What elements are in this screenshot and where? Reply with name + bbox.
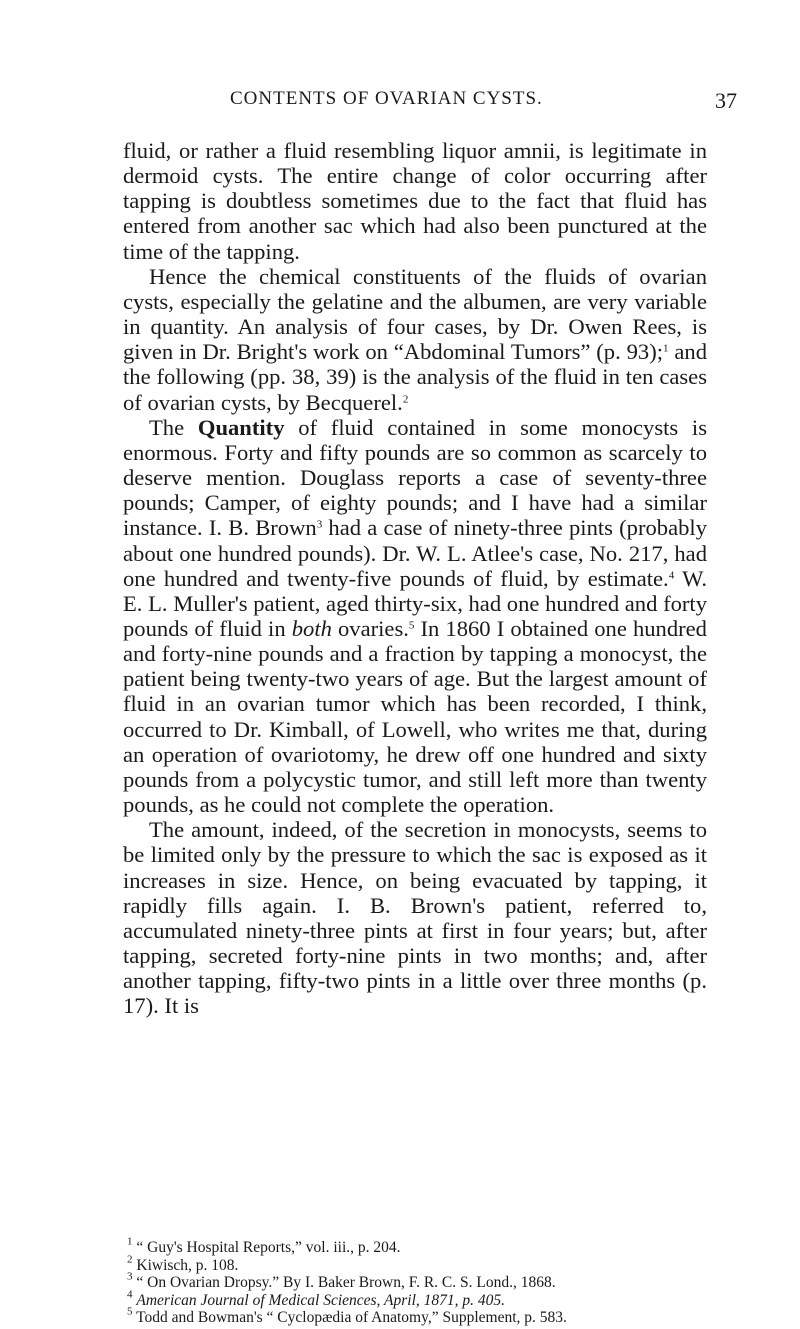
footnote-text: “ On Ovarian Dropsy.” By I. Baker Brown, F. R. C. S. Lond., 1868. [136,1274,556,1291]
paragraph-3-lead: The [149,414,198,440]
footnote-number: 4 [127,1287,133,1300]
paragraph-3-text-c: W. E. L. Muller's patient, aged thirty-six, had one hundred and forty pounds of fluid in [123,565,708,641]
footnote [123,1252,723,1275]
footnote [123,1270,723,1292]
footnote [123,1287,723,1310]
running-head [0,88,800,118]
paragraph-3 [123,415,707,818]
emphasis-both: both [291,615,332,641]
footnote-number: 3 [127,1270,133,1283]
footnotes [123,1235,723,1327]
footnote-number: 5 [127,1305,133,1318]
footnote-text: Kiwisch, p. 108. [136,1256,239,1274]
footnote-ref-2: 2 [402,392,409,405]
paragraph-3-text-e: In 1860 I obtained one hundred and forty-nine pounds and a fraction by tapping a monocyst, the patient being twenty-two years of age. But the largest amount of fluid in an ovarian tumor which has been recorded, I think, occurred to Dr. Kimball, of Lowell, who writes me that, during an operation of ovariotomy, he drew off one hundred and sixty pounds from a polycystic tumor, and still left more than twenty pounds, as he could not complete the operation. [123,615,707,818]
paragraph-4 [123,817,707,1018]
footnote-number: 1 [127,1235,133,1248]
footnote [123,1305,723,1327]
paragraph-3-text-a: of fluid contained in some monocysts is enormous. Forty and fifty pounds are so common as scarcely to deserve mention. Douglass reports a case of seventy-three pounds; Camper, of eighty pounds; and I have had a similar instance. I. B. Brown [123,414,707,541]
paragraph-2 [123,264,707,415]
paragraph-3-text-b: had a case of ninety-three pints (probably about one hundred pounds). Dr. W. L. Atlee's case, No. 217, had one hundred and twenty-five pounds of fluid, by estimate. [123,515,707,591]
footnote-text: American Journal of Medical Sciences, April, 1871, p. 405. [136,1291,506,1309]
paragraph-4-text: The amount, indeed, of the secretion in monocysts, seems to be limited only by the pressure to which the sac is exposed as it increases in size. Hence, on being evacuated by tapping, it rapidly fills again. I. B. Brown's patient, referred to, accumulated ninety-three pints at first in four years; but, after tapping, secreted forty-nine pints in two months; and, after another tapping, fifty-two pints in a little over three months (p. 17). It is [123,817,707,1019]
paragraph-1-text: fluid, or rather a fluid resembling liquor amnii, is legitimate in dermoid cysts. The entire change of color occurring after tapping is doubtless sometimes due to the fact that fluid has entered from another sac which had also been punctured at the time of the tapping. [123,138,707,264]
paragraph-2-text-a: Hence the chemical constituents of the fluids of ovarian cysts, especially the gelatine and the albumen, are very variable in quantity. An analysis of four cases, by Dr. Owen Rees, is given in Dr. Bright's work on “Abdominal Tumors” (p. 93); [123,263,707,365]
footnote-ref-5: 5 [408,619,415,632]
footnote [123,1235,723,1257]
footnote-number: 2 [127,1252,133,1265]
body-text [123,138,707,1018]
footnote-text: Todd and Bowman's “ Cyclopædia of Anatomy,” Supplement, p. 583. [136,1309,567,1326]
footnote-ref-1: 1 [663,342,669,355]
page-number: 37 [715,88,737,113]
paragraph-3-text-d: ovaries. [331,615,409,641]
footnote-ref-4: 4 [668,568,675,581]
section-term-quantity: Quantity [197,414,285,440]
running-title: CONTENTS OF OVARIAN CYSTS. [230,88,543,109]
footnote-ref-3: 3 [316,518,323,531]
paragraph-2-text-b: and the following (pp. 38, 39) is the analysis of the fluid in ten cases of ovarian cysts, by Becquerel. [123,339,707,415]
footnote-text: “ Guy's Hospital Reports,” vol. iii., p. 204. [136,1239,401,1256]
paragraph-1 [123,138,707,264]
